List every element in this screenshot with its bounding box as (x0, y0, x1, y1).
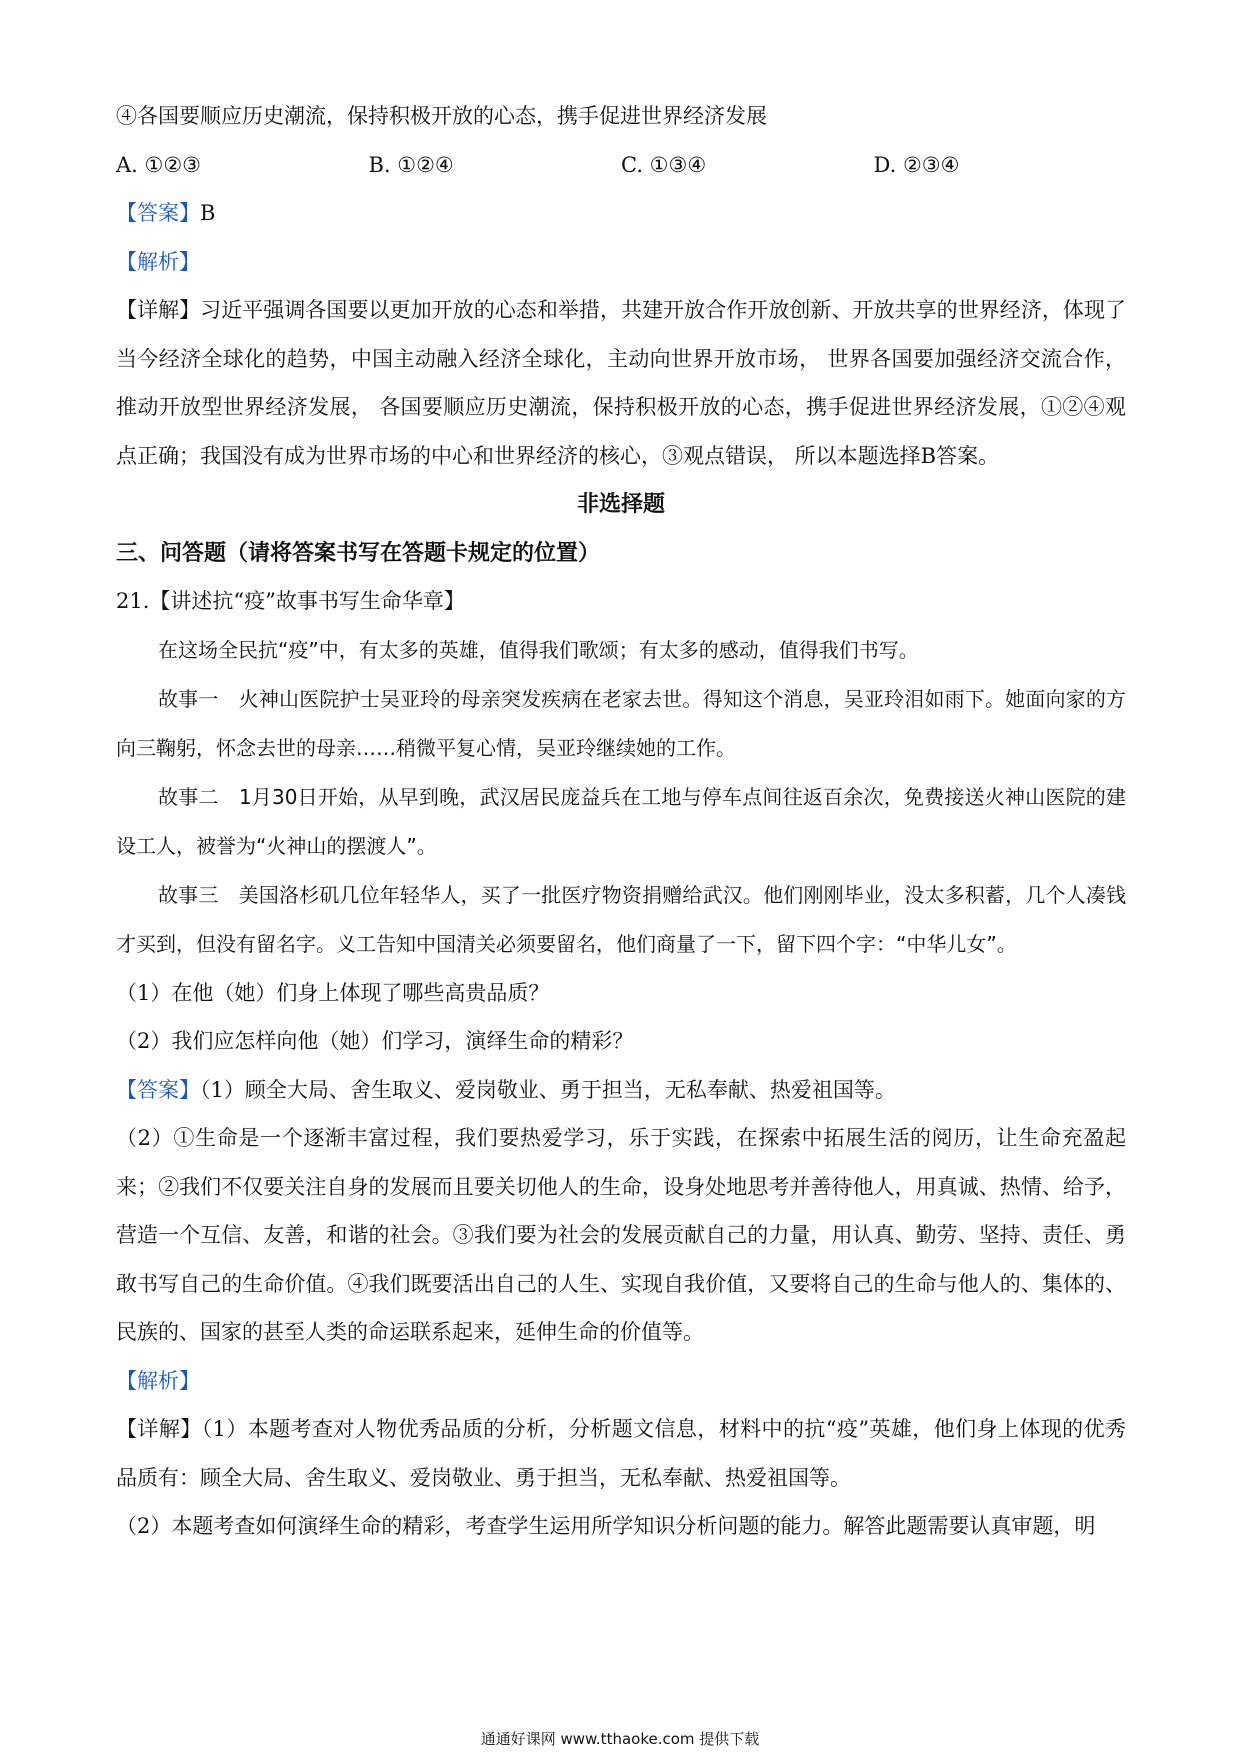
section-title: 非选择题 (576, 491, 665, 517)
q21-story3: 故事三 美国洛杉矶几位年轻华人，买了一批医疗物资捐赠给武汉。他们刚刚毕业，没太多积蓄，几个人凑钱才买到，但没有留名字。义工告知中国清关必须要留名，他们商量了一下，留下四个字：“中华儿女”。 (116, 882, 1126, 956)
q21-story1: 故事一 火神山医院护士吴亚玲的母亲突发疾病在老家去世。得知这个消息，吴亚玲泪如雨下。她面向家的方向三鞠躬，怀念去世的母亲……稍微平复心情，吴亚玲继续她的工作。 (116, 686, 1126, 760)
q20-item4: ④各国要顺应历史潮流，保持积极开放的心态，携手促进世界经济发展 (116, 104, 767, 128)
option-b: B. ①②④ (368, 152, 454, 177)
q20-answer (116, 189, 1126, 238)
q20-analysis-tag: 【解析】 (116, 249, 200, 274)
option-d: D. ②③④ (873, 152, 960, 177)
q21-sub2: （2）我们应怎样向他（她）们学习，演绎生命的精彩？ (116, 1029, 634, 1053)
section-heading: 三、问答题（请将答案书写在答题卡规定的位置） (116, 539, 601, 566)
q21-answer2: （2）①生命是一个逐渐丰富过程，我们要热爱学习，乐于实践，在探索中拓展生活的阅历，让生命充盈起来；②我们不仅要关注自身的发展而且要关切他人的生命，设身处地思考并善待他人，用真诚、热情、给予，营造一个互信、友善，和谐的社会。③我们要为社会的发展贡献自己的力量，用认真、勤劳、坚持、责任、勇敢书写自己的生命价值。④我们既要活出自己的人生、实现自我价值，又要将自己的生命与他人的、集体的、民族的、国家的甚至人类的命运联系起来，延伸生命的价值等。 (116, 1126, 1126, 1344)
q21-detail2: （2）本题考查如何演绎生命的精彩，考查学生运用所学知识分析问题的能力。解答此题需要认真审题，明 (116, 1514, 1096, 1538)
q20-detail (116, 286, 1126, 480)
detail-tag: 【详解】 (116, 298, 201, 322)
option-c: C. ①③④ (621, 152, 707, 177)
q21-analysis-tag: 【解析】 (116, 1368, 200, 1393)
detail-text: （1）本题考查对人物优秀品质的分析，分析题文信息，材料中的抗“疫”英雄，他们身上体现的优秀品质有：顾全大局、舍生取义、爱岗敬业、勇于担当，无私奉献、热爱祖国等。 (116, 1417, 1126, 1490)
option-a: A. ①②③ (116, 152, 201, 177)
page-footer: 通通好课网 www.tthaoke.com 提供下载 (480, 1730, 760, 1748)
q21-detail1 (116, 1405, 1126, 1502)
q21-intro: 在这场全民抗“疫”中，有太多的英雄，值得我们歌颂；有太多的感动，值得我们书写。 (158, 637, 919, 662)
detail-text: 习近平强调各国要以更加开放的心态和举措，共建开放合作开放创新、开放共享的世界经济，体现了当今经济全球化的趋势，中国主动融入经济全球化，主动向世界开放市场， 世界各国要加强经济交流合作，推动开放型世界经济发展， 各国要顺应历史潮流，保持积极开放的心态，携手促进世界经济发展，①②④观点正确；我国没有成为世界市场的中心和世界经济的核心，③观点错误， 所以本题选择B答案。 (116, 298, 1126, 468)
document-page (116, 92, 1126, 1551)
q21-sub1: （1）在他（她）们身上体现了哪些高贵品质？ (116, 980, 550, 1005)
q21-title: 21.【讲述抗“疫”故事书写生命华章】 (116, 589, 465, 613)
answer-value: B (200, 201, 216, 225)
answer-tag: 【答案】 (116, 1077, 200, 1102)
answer-tag: 【答案】 (116, 201, 200, 225)
detail-tag: 【详解】 (116, 1417, 202, 1441)
q20-options (116, 141, 1126, 190)
q21-story2: 故事二 1月30日开始，从早到晚，武汉居民庞益兵在工地与停车点间往返百余次，免费接送火神山医院的建设工人，被誉为“火神山的摆渡人”。 (116, 784, 1126, 858)
answer-text: （1）顾全大局、舍生取义、爱岗敬业、勇于担当，无私奉献、热爱祖国等。 (200, 1077, 896, 1102)
q21-answer1 (116, 1066, 1126, 1115)
